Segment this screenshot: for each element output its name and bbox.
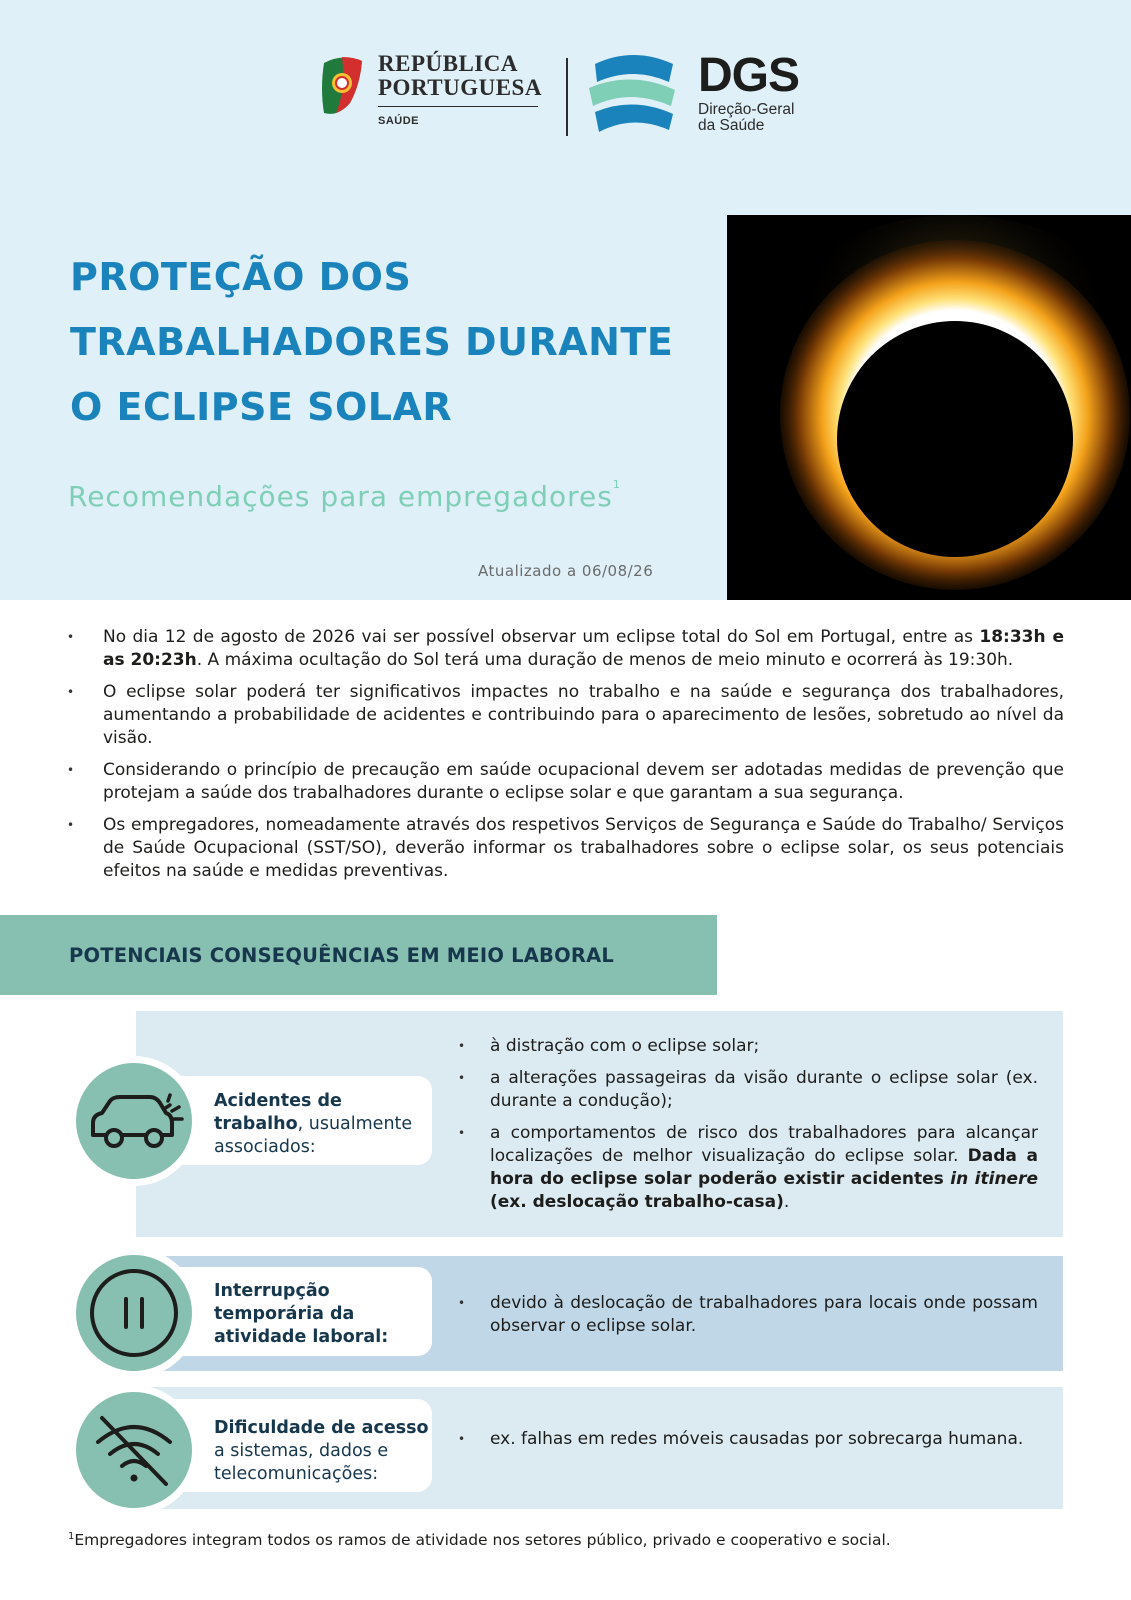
intro-list bbox=[64, 626, 1064, 892]
list-item: • ex. falhas em redes móveis causadas por sobrecarga humana. bbox=[458, 1429, 1024, 1449]
updated-date: Atualizado a 06/08/26 bbox=[478, 562, 654, 580]
bullet: • bbox=[67, 630, 75, 644]
no-wifi-icon-graphic bbox=[76, 1392, 192, 1508]
section-title: POTENCIAIS CONSEQUÊNCIAS EM MEIO LABORAL bbox=[69, 944, 615, 967]
dgs-sub-line2: da Saúde bbox=[698, 117, 765, 134]
consequence-label-accidents: Acidentes de trabalho, usualmente associados: bbox=[214, 1091, 413, 1157]
page-subtitle bbox=[68, 480, 620, 513]
consequence-label-interruption: Interrupção temporária da atividade laboral: bbox=[214, 1281, 389, 1347]
dgs-sub-line1: Direção-Geral bbox=[698, 101, 795, 118]
eclipse-image bbox=[727, 215, 1131, 600]
logo-divider bbox=[566, 58, 568, 136]
republica-portuguesa-emblem bbox=[320, 55, 366, 117]
footnote-text: Empregadores integram todos os ramos de atividade nos setores público, privado e cooperativo e social. bbox=[74, 1531, 891, 1549]
access-list bbox=[458, 1428, 1038, 1460]
consequence-label-access: Dificuldade de acesso a sistemas, dados e telecomunicações: bbox=[214, 1418, 429, 1484]
car-crash-icon-graphic bbox=[76, 1063, 192, 1179]
bullet: • bbox=[67, 763, 75, 777]
intro-item: • Considerando o princípio de precaução em saúde ocupacional devem ser adotadas medidas de prevenção que protejam a saúde dos trabalhadores durante o eclipse solar e que garantam a sua segurança. bbox=[67, 760, 1064, 803]
pause-icon-graphic bbox=[76, 1255, 192, 1371]
bullet: • bbox=[458, 1071, 466, 1085]
dgs-logo-mark bbox=[585, 52, 680, 142]
list-item: • a alterações passageiras da visão durante o eclipse solar (ex. durante a condução); bbox=[458, 1068, 1038, 1111]
subtitle-text: Recomendações para empregadores bbox=[68, 480, 613, 513]
bullet: • bbox=[458, 1432, 466, 1446]
pause-icon bbox=[69, 1248, 199, 1378]
republica-saude: SAÚDE bbox=[378, 115, 420, 127]
bullet: • bbox=[67, 818, 75, 832]
bullet: • bbox=[458, 1296, 466, 1310]
republica-line1: REPÚBLICA bbox=[378, 51, 518, 76]
interruption-list bbox=[458, 1292, 1038, 1347]
title-line1: PROTEÇÃO DOS bbox=[70, 255, 412, 299]
bullet: • bbox=[458, 1126, 466, 1140]
eclipse-illustration bbox=[727, 215, 1131, 600]
car-crash-icon bbox=[69, 1056, 199, 1186]
bullet: • bbox=[458, 1039, 466, 1053]
intro-item: • Os empregadores, nomeadamente através dos respetivos Serviços de Segurança e Saúde do Trabalho/ Serviços de Saúde Ocupacional (SST/SO), deverão informar os trabalhadores sobre o eclipse solar, os seus potenciais efeitos na saúde e medidas preventivas. bbox=[67, 815, 1064, 881]
footnote-mark: 1 bbox=[68, 1531, 75, 1542]
list-item: • a comportamentos de risco dos trabalhadores para alcançar localizações de melhor visualização do eclipse solar. Dada a hora do eclipse solar poderão existir acidentes in itinere (ex. deslocação trabalho-casa). bbox=[458, 1123, 1038, 1212]
intro-item: • No dia 12 de agosto de 2026 vai ser possível observar um eclipse total do Sol em Portugal, entre as 18:33h e as 20:23h. A máxima ocultação do Sol terá uma duração de menos de meio minuto e ocorrerá às 19:30h. bbox=[67, 627, 1064, 670]
intro-item: • O eclipse solar poderá ter significativos impactes no trabalho e na saúde e segurança dos trabalhadores, aumentando a probabilidade de acidentes e contribuindo para o aparecimento de lesões, sobretudo ao nível da visão. bbox=[67, 682, 1064, 748]
title-line2: TRABALHADORES DURANTE bbox=[70, 320, 674, 364]
subtitle-footnote-mark: 1 bbox=[612, 478, 620, 491]
republica-line2: PORTUGUESA bbox=[378, 75, 542, 100]
dgs-subtitle bbox=[698, 102, 794, 134]
page-title bbox=[70, 245, 730, 440]
list-item: • à distração com o eclipse solar; bbox=[458, 1036, 760, 1056]
accidents-list bbox=[458, 1035, 1038, 1223]
republica-portuguesa-wordmark bbox=[378, 51, 542, 127]
no-wifi-icon bbox=[69, 1385, 199, 1515]
dgs-name: DGS bbox=[698, 49, 800, 102]
logos-header bbox=[320, 50, 820, 150]
bullet: • bbox=[67, 685, 75, 699]
wordmark-rule bbox=[378, 106, 538, 107]
title-line3: O ECLIPSE SOLAR bbox=[70, 385, 453, 429]
footnote bbox=[68, 1531, 891, 1549]
list-item: • devido à deslocação de trabalhadores para locais onde possam observar o eclipse solar. bbox=[458, 1293, 1038, 1336]
